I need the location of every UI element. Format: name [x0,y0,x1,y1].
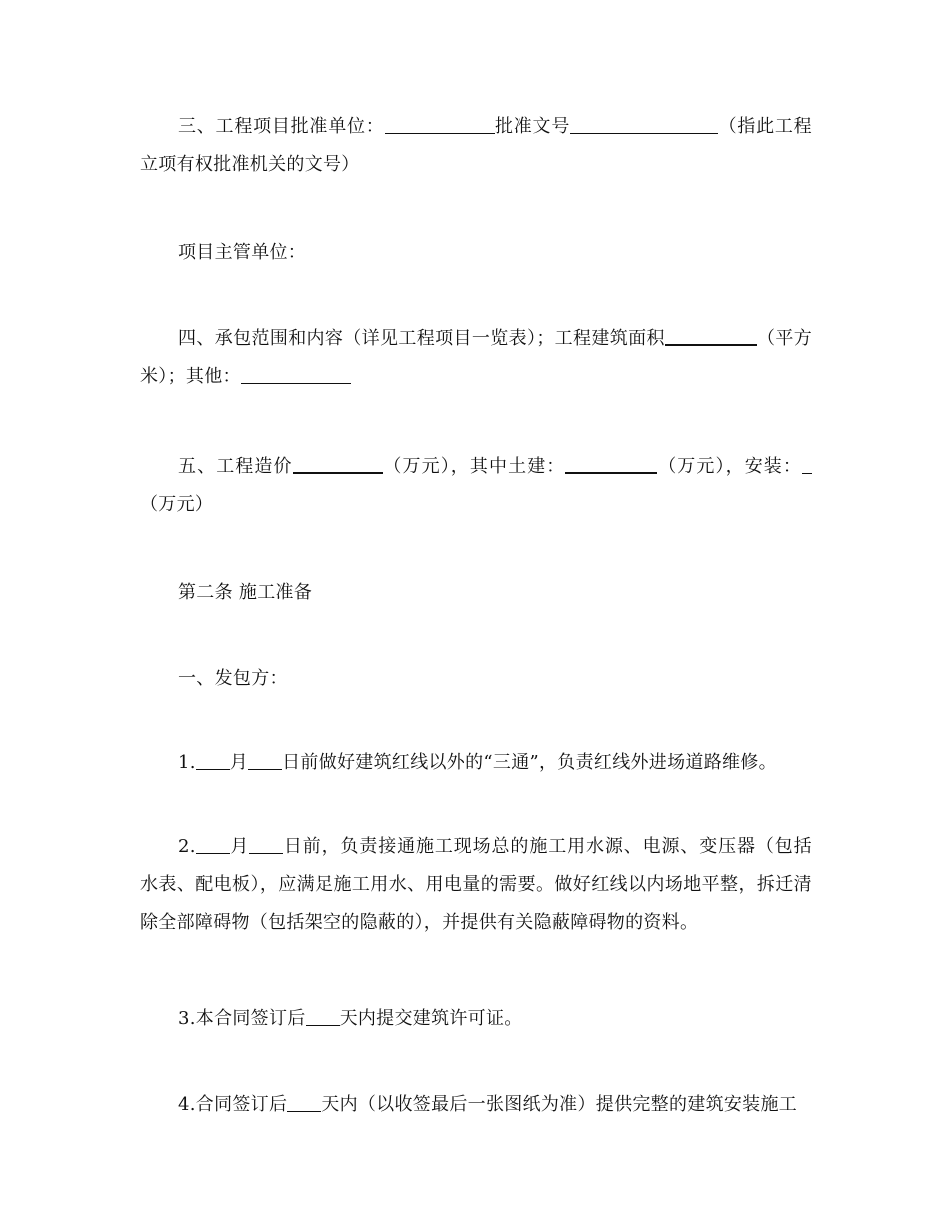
approval-unit-label: 三、工程项目批准单位： [178,116,385,137]
clause-4 [140,1086,812,1124]
clause-3 [140,1000,812,1038]
clause-4-text-start: 4.合同签订后 [178,1094,288,1115]
clause-2 [140,828,812,942]
other-blank [241,365,351,384]
clause-2-number: 2. [178,836,196,857]
approval-number-label: 批准文号 [494,116,571,137]
clause-4-days-blank [287,1093,321,1112]
clause-3-text-start: 3.本合同签订后 [178,1008,306,1029]
employer-section-heading [140,660,812,698]
scope-text: 四、承包范围和内容（详见工程项目一览表）；工程建筑面积 [178,328,665,349]
clause-1-number: 1. [178,752,196,773]
article-2-heading: 第二条 施工准备 [178,582,313,603]
clause-2-day-blank [249,835,283,854]
clause-2-text: 日前，负责接通施工现场总的施工用水源、电源、变压器（包括水表、配电板），应满足施工用水、用电量的需要。做好红线以内场地平整，拆迁清除全部障碍物（包括架空的隐蔽的），并提供有关隐蔽障碍物的资料。 [140,836,812,933]
installation-blank [802,455,812,474]
paragraph-supervisor-unit [140,234,812,272]
paragraph-project-cost [140,448,812,524]
cost-blank [293,454,383,474]
clause-3-text-end: 天内提交建筑许可证。 [339,1008,523,1029]
paragraph-approval-unit [140,108,812,184]
clause-1-month: 月 [229,752,249,773]
clause-4-text-end: 天内（以收签最后一张图纸为准）提供完整的建筑安装施工 [321,1094,798,1115]
paragraph-contract-scope [140,320,812,396]
supervisor-unit-label: 项目主管单位： [178,242,307,263]
cost-label: 五、工程造价 [178,456,293,477]
civil-works-label: （万元），其中土建： [382,456,566,477]
clause-1 [140,744,812,782]
clause-1-day-blank [248,751,282,770]
clause-2-month-blank [196,835,230,854]
clause-1-month-blank [196,751,230,770]
employer-heading: 一、发包方： [178,668,288,689]
area-unit-other: （平方米）；其他： [140,328,812,387]
approval-note: （指此工程立项有权批准机关的文号） [140,116,812,175]
article-2-title [140,574,812,612]
installation-unit: （万元） [140,494,214,515]
building-area-blank [665,326,757,346]
clause-3-days-blank [306,1007,340,1026]
civil-works-blank [565,454,657,474]
installation-label: （万元），安装： [657,456,802,477]
approval-unit-blank [385,115,495,134]
approval-number-blank [570,115,718,134]
clause-2-month: 月 [229,836,250,857]
clause-1-text: 日前做好建筑红线以外的“三通”，负责红线外进场道路维修。 [282,752,777,773]
